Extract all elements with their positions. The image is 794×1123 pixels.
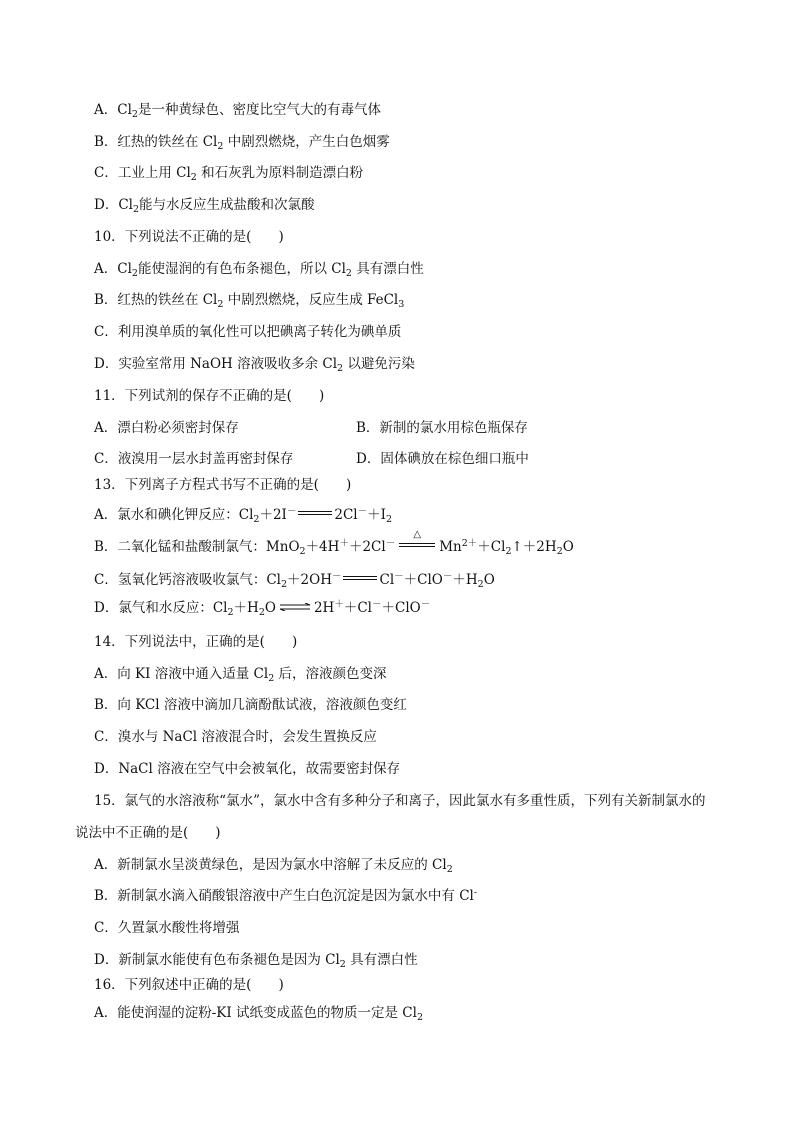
option-b-q9: B．红热的铁丝在 $Cl_2$ 中剧烈燃烧，产生白色烟雾	[94, 134, 390, 152]
option-a-q10: A．$Cl_2$能使湿润的有色布条褪色，所以 $Cl_2$ 具有漂白性	[94, 261, 424, 279]
option-a-q9: A．$Cl_2$是一种黄绿色、密度比空气大的有毒气体	[94, 102, 381, 120]
question-13: 13．下列离子方程式书写不正确的是( )	[94, 477, 352, 493]
option-d-q14: D．NaCl 溶液在空气中会被氧化，故需要密封保存	[94, 761, 401, 777]
question-16: 16．下列叙述中正确的是( )	[94, 977, 284, 993]
option-c-q11: C．液溴用一层水封盖再密封保存	[94, 451, 294, 467]
question-15: 15．氯气的水溶液称“氯水”，氯水中含有多种分子和离子，因此氯水有多重性质，下列有关新制氯水的	[94, 793, 706, 809]
option-b-q13: B．二氧化锰和盐酸制氯气：MnO$_2$＋4H＋＋2Cl－ △ $Mn^{2+}+Cl_2↑+2H_2O$	[94, 529, 574, 557]
question-10: 10．下列说法不正确的是( )	[94, 229, 284, 245]
option-a-q15: A．新制氯水呈淡黄绿色，是因为氯水中溶解了未反应的 $Cl_2$	[94, 857, 453, 875]
option-d-q13: D．氯气和水反应：$Cl_2+H_2O$ 2H＋＋Cl－＋ClO－	[94, 599, 431, 618]
option-c-q14: C．溴水与 NaCl 溶液混合时，会发生置换反应	[94, 729, 377, 745]
question-14: 14．下列说法中，正确的是( )	[94, 634, 298, 650]
option-a-q13: A．氯水和碘化钾反应：$Cl_2+2I^-$ $2Cl^-+I_2$	[94, 506, 393, 525]
option-d-q11: D．固体碘放在棕色细口瓶中	[356, 451, 529, 467]
option-c-q9: C．工业上用 $Cl_2$ 和石灰乳为原料制造漂白粉	[94, 165, 364, 183]
option-c-q10: C．利用溴单质的氧化性可以把碘离子转化为碘单质	[94, 324, 402, 340]
option-c-q13: C．氢氧化钙溶液吸收氯气：$Cl_2+2OH^-$ $Cl^-+ClO^-+H_2O$	[94, 571, 495, 590]
option-d-q15: D．新制氯水能使有色布条褪色是因为 $Cl_2$ 具有漂白性	[94, 952, 418, 970]
option-d-q9: D．$Cl_2$能与水反应生成盐酸和次氯酸	[94, 197, 315, 215]
option-a-q16: A．能使润湿的淀粉-KI 试纸变成蓝色的物质一定是 $Cl_2$	[94, 1005, 424, 1023]
option-a-q11: A．漂白粉必须密封保存	[94, 420, 239, 436]
option-b-q10: B．红热的铁丝在 $Cl_2$ 中剧烈燃烧，反应生成 FeCl$_3$	[94, 292, 405, 310]
option-a-q14: A．向 KI 溶液中通入适量 $Cl_2$ 后，溶液颜色变深	[94, 666, 387, 684]
option-c-q15: C．久置氯水酸性将增强	[94, 920, 240, 936]
question-15-cont: 说法中不正确的是( )	[75, 825, 221, 841]
option-b-q11: B．新制的氯水用棕色瓶保存	[356, 420, 528, 436]
question-11: 11．下列试剂的保存不正确的是( )	[94, 388, 325, 404]
option-b-q15: B．新制氯水滴入硝酸银溶液中产生白色沉淀是因为氯水中有 Cl-	[94, 887, 478, 904]
option-d-q10: D．实验室常用 NaOH 溶液吸收多余 $Cl_2$ 以避免污染	[94, 356, 415, 374]
option-b-q14: B．向 KCl 溶液中滴加几滴酚酞试液，溶液颜色变红	[94, 697, 407, 713]
